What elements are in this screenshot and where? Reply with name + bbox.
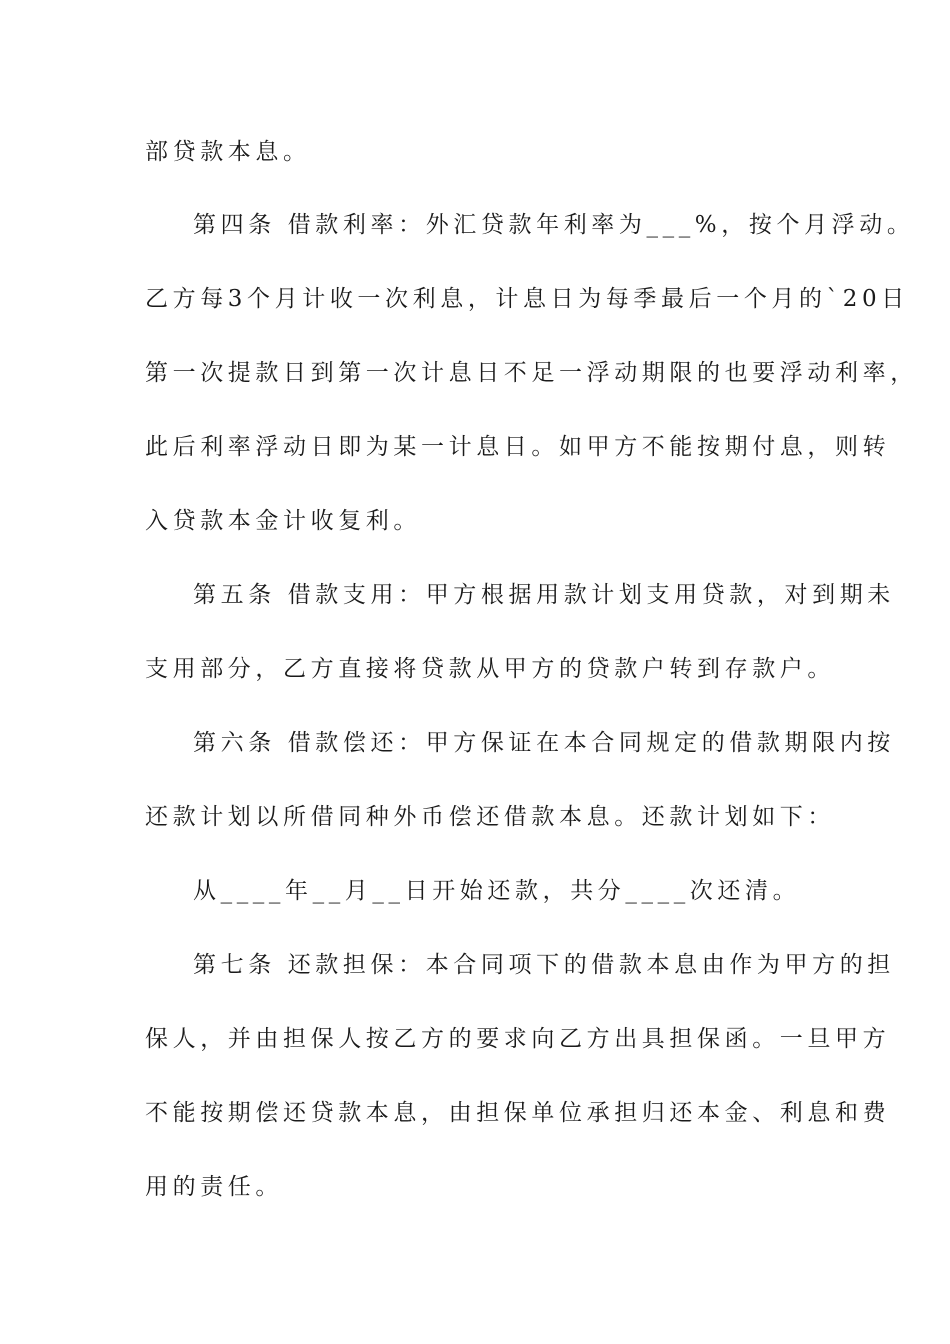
article-7-heading-line: 第七条 还款担保：本合同项下的借款本息由作为甲方的担 [193,952,895,978]
repayment-schedule-line: 从____年__月__日开始还款，共分____次还清。 [193,878,801,904]
text-line-13: 保人，并由担保人按乙方的要求向乙方出具担保函。一旦甲方 [145,1026,891,1052]
article-5-heading-line: 第五条 借款支用：甲方根据用款计划支用贷款，对到期未 [193,582,895,608]
text-line-10: 还款计划以所借同种外币偿还借款本息。还款计划如下： [145,804,835,830]
text-line-1: 部贷款本息。 [145,139,311,165]
text-line-3: 乙方每3个月计收一次利息，计息日为每季最后一个月的`20日 [145,286,909,312]
text-line-4: 第一次提款日到第一次计息日不足一浮动期限的也要浮动利率， [145,360,918,386]
text-line-5: 此后利率浮动日即为某一计息日。如甲方不能按期付息，则转 [145,434,891,460]
article-4-heading-line: 第四条 借款利率：外汇贷款年利率为___%，按个月浮动。 [193,212,915,238]
article-6-heading-line: 第六条 借款偿还：甲方保证在本合同规定的借款期限内按 [193,730,895,756]
text-line-14: 不能按期偿还贷款本息，由担保单位承担归还本金、利息和费 [145,1100,891,1126]
text-line-6: 入贷款本金计收复利。 [145,508,421,534]
text-line-8: 支用部分，乙方直接将贷款从甲方的贷款户转到存款户。 [145,656,835,682]
text-line-15: 用的责任。 [145,1174,283,1200]
